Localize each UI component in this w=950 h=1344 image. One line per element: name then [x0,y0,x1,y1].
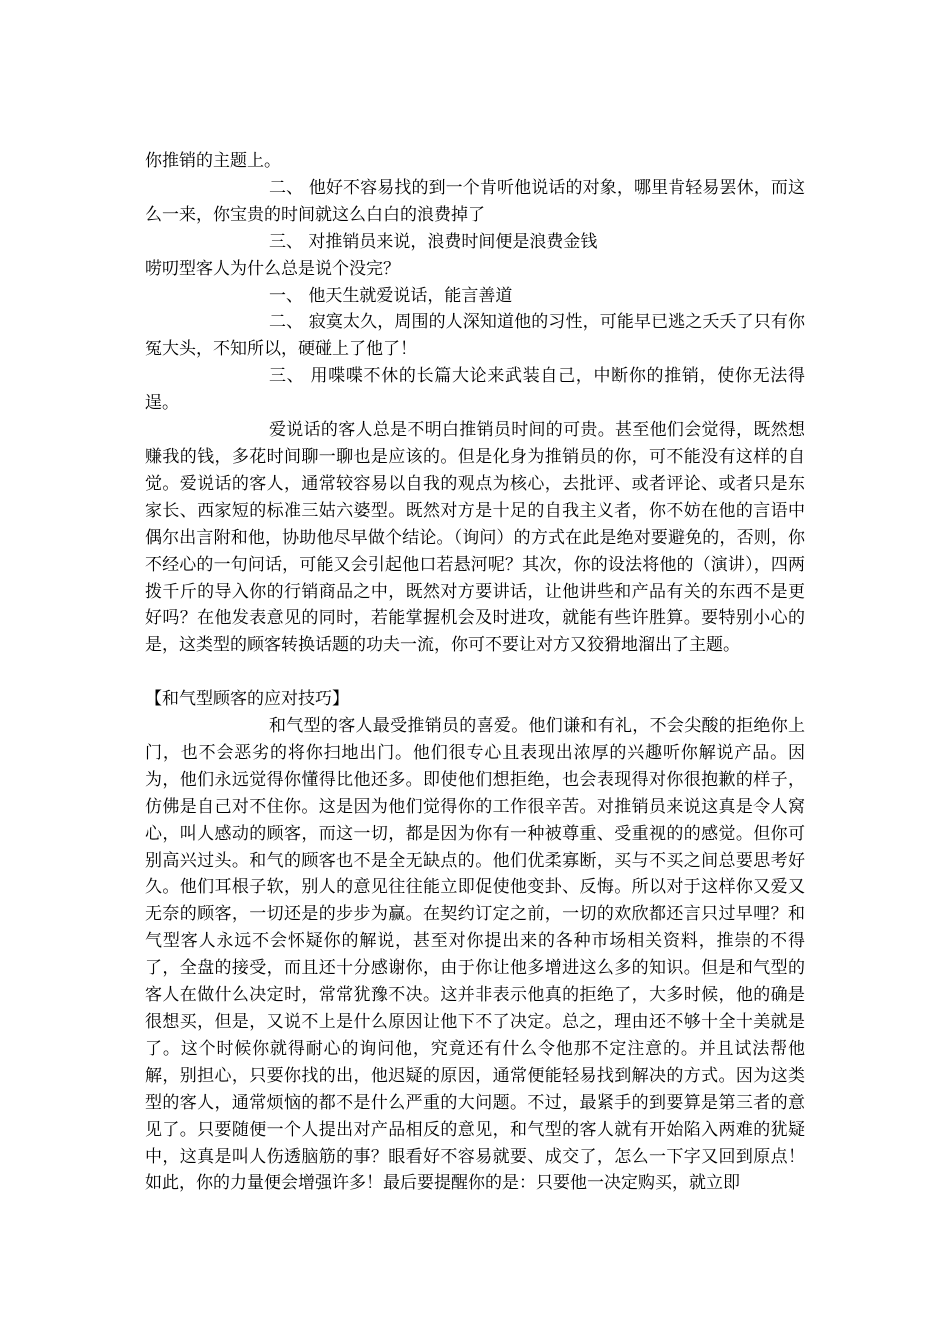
paragraph-reason-two: 二、 寂寞太久，周围的人深知道他的习性，可能早已逃之夭夭了只有你冤大头，不知所以，硬碰上了他了！ [145,312,805,360]
blank-line [145,659,805,686]
paragraph-talkative-customer: 爱说话的客人总是不明白推销员时间的可贵。甚至他们会觉得，既然想赚我的钱，多花时间聊一聊也是应该的。但是化身为推销员的你，可不能没有这样的自觉。爱说话的客人，通常较容易以自我的观点为核心，去批评、或者评论、或者只是东家长、西家短的标准三姑六婆型。既然对方是十足的自我主义者，你不妨在他的言语中偶尔出言附和他，协助他尽早做个结论。（询问）的方式在此是绝对要避免的，否则，你不经心的一句问话，可能又会引起他口若悬河呢？其次，你的设法将他的（演讲），四两拨千斤的导入你的行销商品之中，既然对方要讲话，让他讲些和产品有关的东西不是更好吗？在他发表意见的同时，若能掌握机会及时进攻，就能有些许胜算。要特别小心的是，这类型的顾客转换话题的功夫一流，你可不要让对方又狡猾地溜出了主题。 [145,420,805,656]
paragraph-reason-three: 三、 用喋喋不休的长篇大论来武装自己，中断你的推销，使你无法得逞。 [145,366,805,414]
paragraph-point-three: 三、 对推销员来说，浪费时间便是浪费金钱 [269,231,598,252]
section-heading-friendly-customer: 【和气型顾客的应对技巧】 [145,689,349,710]
paragraph-friendly-customer: 和气型的客人最受推销员的喜爱。他们谦和有礼，不会尖酸的拒绝你上门，也不会恶劣的将你扫地出门。他们很专心且表现出浓厚的兴趣听你解说产品。因为，他们永远觉得你懂得比他还多。即使他们想拒绝，也会表现得对你很抱歉的样子，仿佛是自己对不住你。这是因为他们觉得你的工作很辛苦。对推销员来说这真是令人窝心，叫人感动的顾客，而这一切，都是因为你有一种被尊重、受重视的的感觉。但你可别高兴过头。和气的顾客也不是全无缺点的。他们优柔寡断，买与不买之间总要思考好久。他们耳根子软，别人的意见往往能立即促使他变卦、反悔。所以对于这样你又爱又无奈的顾客，一切还是的步步为赢。在契约订定之前，一切的欢欣都还言只过早哩？和气型客人永远不会怀疑你的解说，甚至对你提出来的各种市场相关资料，推崇的不得了，全盘的接受，而且还十分感谢你，由于你让他多增进这么多的知识。但是和气型的客人在做什么决定时，常常犹豫不决。这并非表示他真的拒绝了，大多时候，他的确是很想买，但是，又说不上是什么原因让他下不了决定。总之，理由还不够十全十美就是了。这个时候你就得耐心的询问他，究竟还有什么令他那不定注意的。并且试法帮他解，别担心，只要你找的出，他迟疑的原因，通常便能轻易找到解决的方式。因为这类型的客人，通常烦恼的都不是什么严重的大问题。不过，最紧手的到要算是第三者的意见了。只要随便一个人提出对产品相反的意见，和气型的客人就有开始陷入两难的犹疑中，这真是叫人伤透脑筋的事？眼看好不容易就要、成交了，怎么一下字又回到原点！如此，你的力量便会增强许多！最后要提醒你的是：只要他一决定购买，就立即 [145,716,805,1194]
section-question: 唠叨型客人为什么总是说个没完？ [145,258,400,279]
paragraph-reason-one: 一、 他天生就爱说话，能言善道 [269,285,513,306]
paragraph-line-1: 你推销的主题上。 [145,151,281,171]
document-page [145,148,805,1197]
paragraph-point-two: 二、 他好不容易找的到一个肯听他说话的对象，哪里肯轻易罢休，而这么一来，你宝贵的时间就这么白白的浪费掉了 [145,177,805,225]
